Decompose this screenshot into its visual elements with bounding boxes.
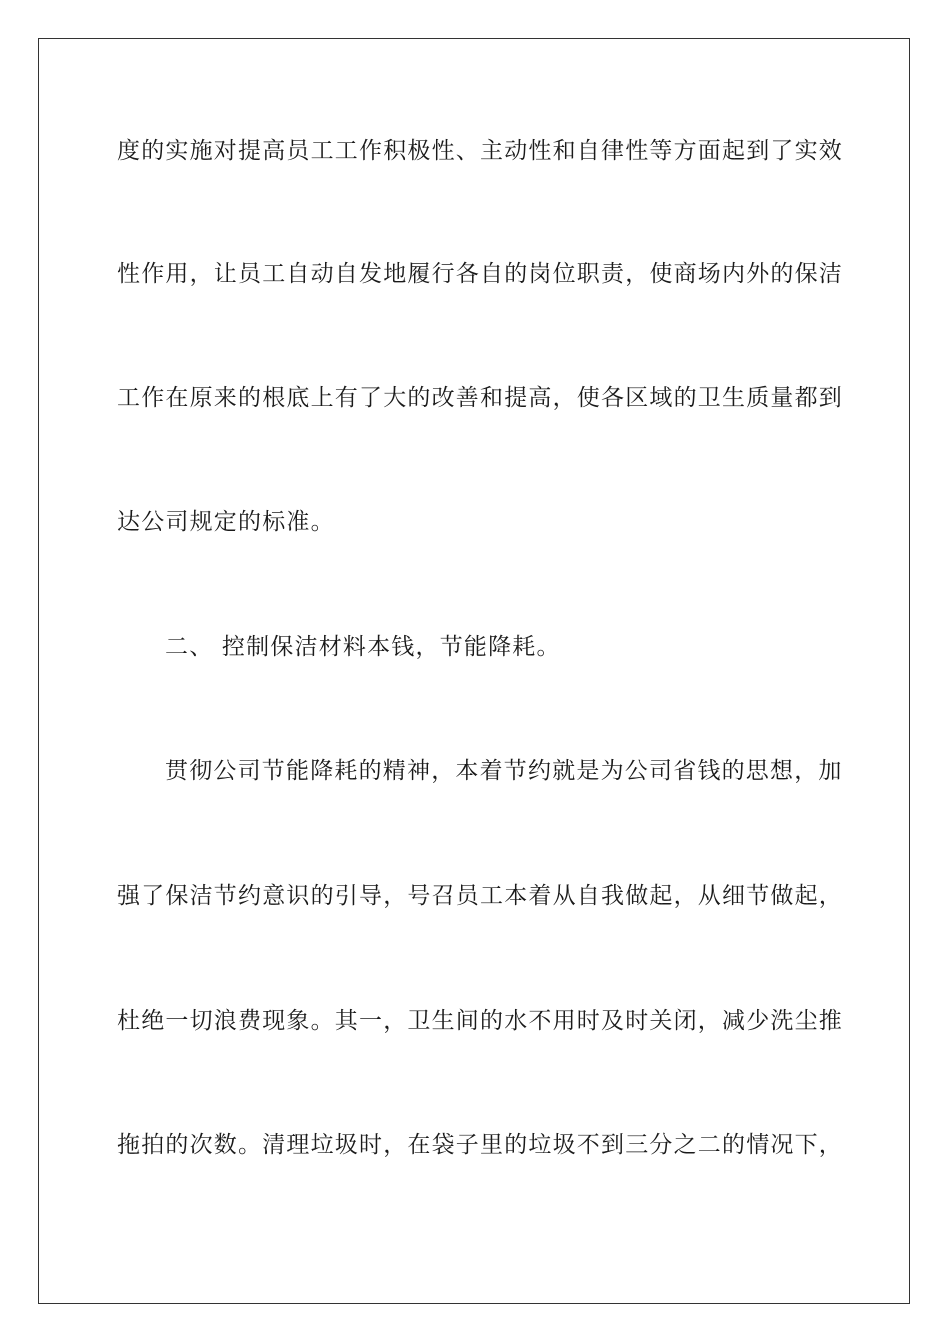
paragraph-line-5: 贯彻公司节能降耗的精神，本着节约就是为公司省钱的思想，加	[165, 758, 843, 784]
paragraph-line-3: 工作在原来的根底上有了大的改善和提高，使各区域的卫生质量都到	[117, 385, 843, 411]
paragraph-line-6: 强了保洁节约意识的引导，号召员工本着从自我做起，从细节做起，	[117, 883, 843, 909]
page-border	[38, 38, 910, 1304]
paragraph-line-8: 拖拍的次数。清理垃圾时，在袋子里的垃圾不到三分之二的情况下，	[117, 1132, 843, 1158]
paragraph-line-7: 杜绝一切浪费现象。其一，卫生间的水不用时及时关闭，减少洗尘推	[117, 1008, 843, 1034]
paragraph-line-2: 性作用，让员工自动自发地履行各自的岗位职责，使商场内外的保洁	[117, 261, 843, 287]
paragraph-line-1: 度的实施对提高员工工作积极性、主动性和自律性等方面起到了实效	[117, 138, 843, 164]
paragraph-line-4: 达公司规定的标准。	[117, 509, 335, 535]
section-heading: 二、 控制保洁材料本钱，节能降耗。	[165, 634, 561, 660]
